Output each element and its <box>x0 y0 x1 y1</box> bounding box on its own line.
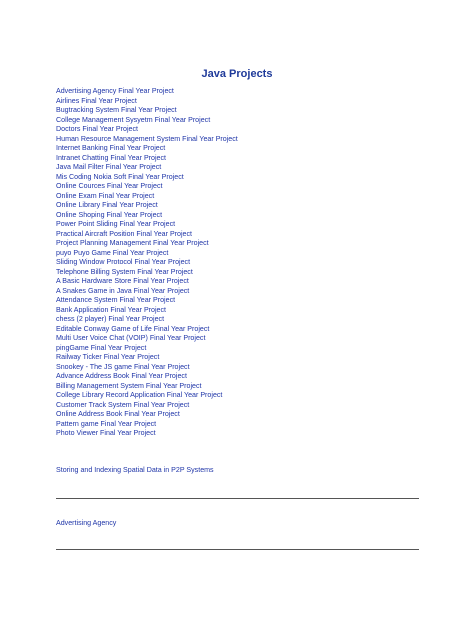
project-link[interactable]: Advance Address Book Final Year Project <box>56 372 187 380</box>
section-divider <box>56 498 419 499</box>
project-link[interactable]: chess (2 player) Final Year Project <box>56 315 165 323</box>
project-link[interactable]: Multi User Voice Chat (VOIP) Final Year Project <box>56 334 206 342</box>
project-link[interactable]: Online Cources Final Year Project <box>56 182 163 190</box>
project-link[interactable]: Internet Banking Final Year Project <box>56 144 166 152</box>
project-link[interactable]: Railway Ticker Final Year Project <box>56 353 160 361</box>
project-link[interactable]: Billing Management System Final Year Project <box>56 381 202 390</box>
project-link[interactable]: Online Shoping Final Year Project <box>56 210 163 219</box>
project-link[interactable]: Online Address Book Final Year Project <box>56 410 180 418</box>
project-link[interactable]: Human Resource Management System Final Year Project <box>56 134 238 143</box>
project-link[interactable]: A Basic Hardware Store Final Year Project <box>56 277 189 285</box>
section-divider <box>56 549 419 550</box>
project-link[interactable]: Photo Viewer Final Year Project <box>56 429 156 437</box>
project-link[interactable]: Airlines Final Year Project <box>56 96 137 105</box>
page-title: Java Projects <box>201 68 273 80</box>
project-link[interactable]: Attendance System Final Year Project <box>56 296 176 304</box>
project-link[interactable]: Intranet Chatting Final Year Project <box>56 153 167 162</box>
project-link[interactable]: Bank Application Final Year Project <box>56 305 167 314</box>
project-link[interactable]: College Library Record Application Final Year Project <box>56 391 223 399</box>
project-link[interactable]: Pattern game Final Year Project <box>56 419 157 428</box>
project-link[interactable]: Power Point Sliding Final Year Project <box>56 220 176 228</box>
project-link[interactable]: Practical Aircraft Position Final Year Project <box>56 229 193 238</box>
project-link[interactable]: Online Exam Final Year Project <box>56 191 155 200</box>
section-link-p2p-spatial-data[interactable]: Storing and Indexing Spatial Data in P2P Systems <box>56 466 214 474</box>
project-link[interactable]: Java Mail Filter Final Year Project <box>56 163 162 171</box>
project-link[interactable]: Project Planning Management Final Year Project <box>56 239 209 247</box>
project-link[interactable]: Customer Track System Final Year Project <box>56 400 190 409</box>
section-link-advertising-agency[interactable]: Advertising Agency <box>56 519 117 527</box>
project-link[interactable]: Editable Conway Game of Life Final Year Project <box>56 324 210 333</box>
project-link[interactable]: Doctors Final Year Project <box>56 125 139 133</box>
project-link[interactable]: A Snakes Game in Java Final Year Project <box>56 286 190 295</box>
project-link[interactable]: Telephone Billing System Final Year Project <box>56 267 193 276</box>
project-link[interactable]: Online Library Final Year Project <box>56 201 158 209</box>
project-link[interactable]: puyo Puyo Game Final Year Project <box>56 248 169 257</box>
project-list <box>56 87 238 439</box>
project-link[interactable]: Bugtracking System Final Year Project <box>56 106 177 114</box>
project-link[interactable]: Advertising Agency Final Year Project <box>56 87 174 95</box>
project-link[interactable]: College Management Sysyetm Final Year Project <box>56 115 211 124</box>
project-link[interactable]: Sliding Window Protocol Final Year Project <box>56 258 191 266</box>
project-link[interactable]: pingGame Final Year Project <box>56 343 147 352</box>
project-link[interactable]: Mis Coding Nokia Soft Final Year Project <box>56 172 184 181</box>
project-link[interactable]: Snookey - The JS game Final Year Project <box>56 362 190 371</box>
